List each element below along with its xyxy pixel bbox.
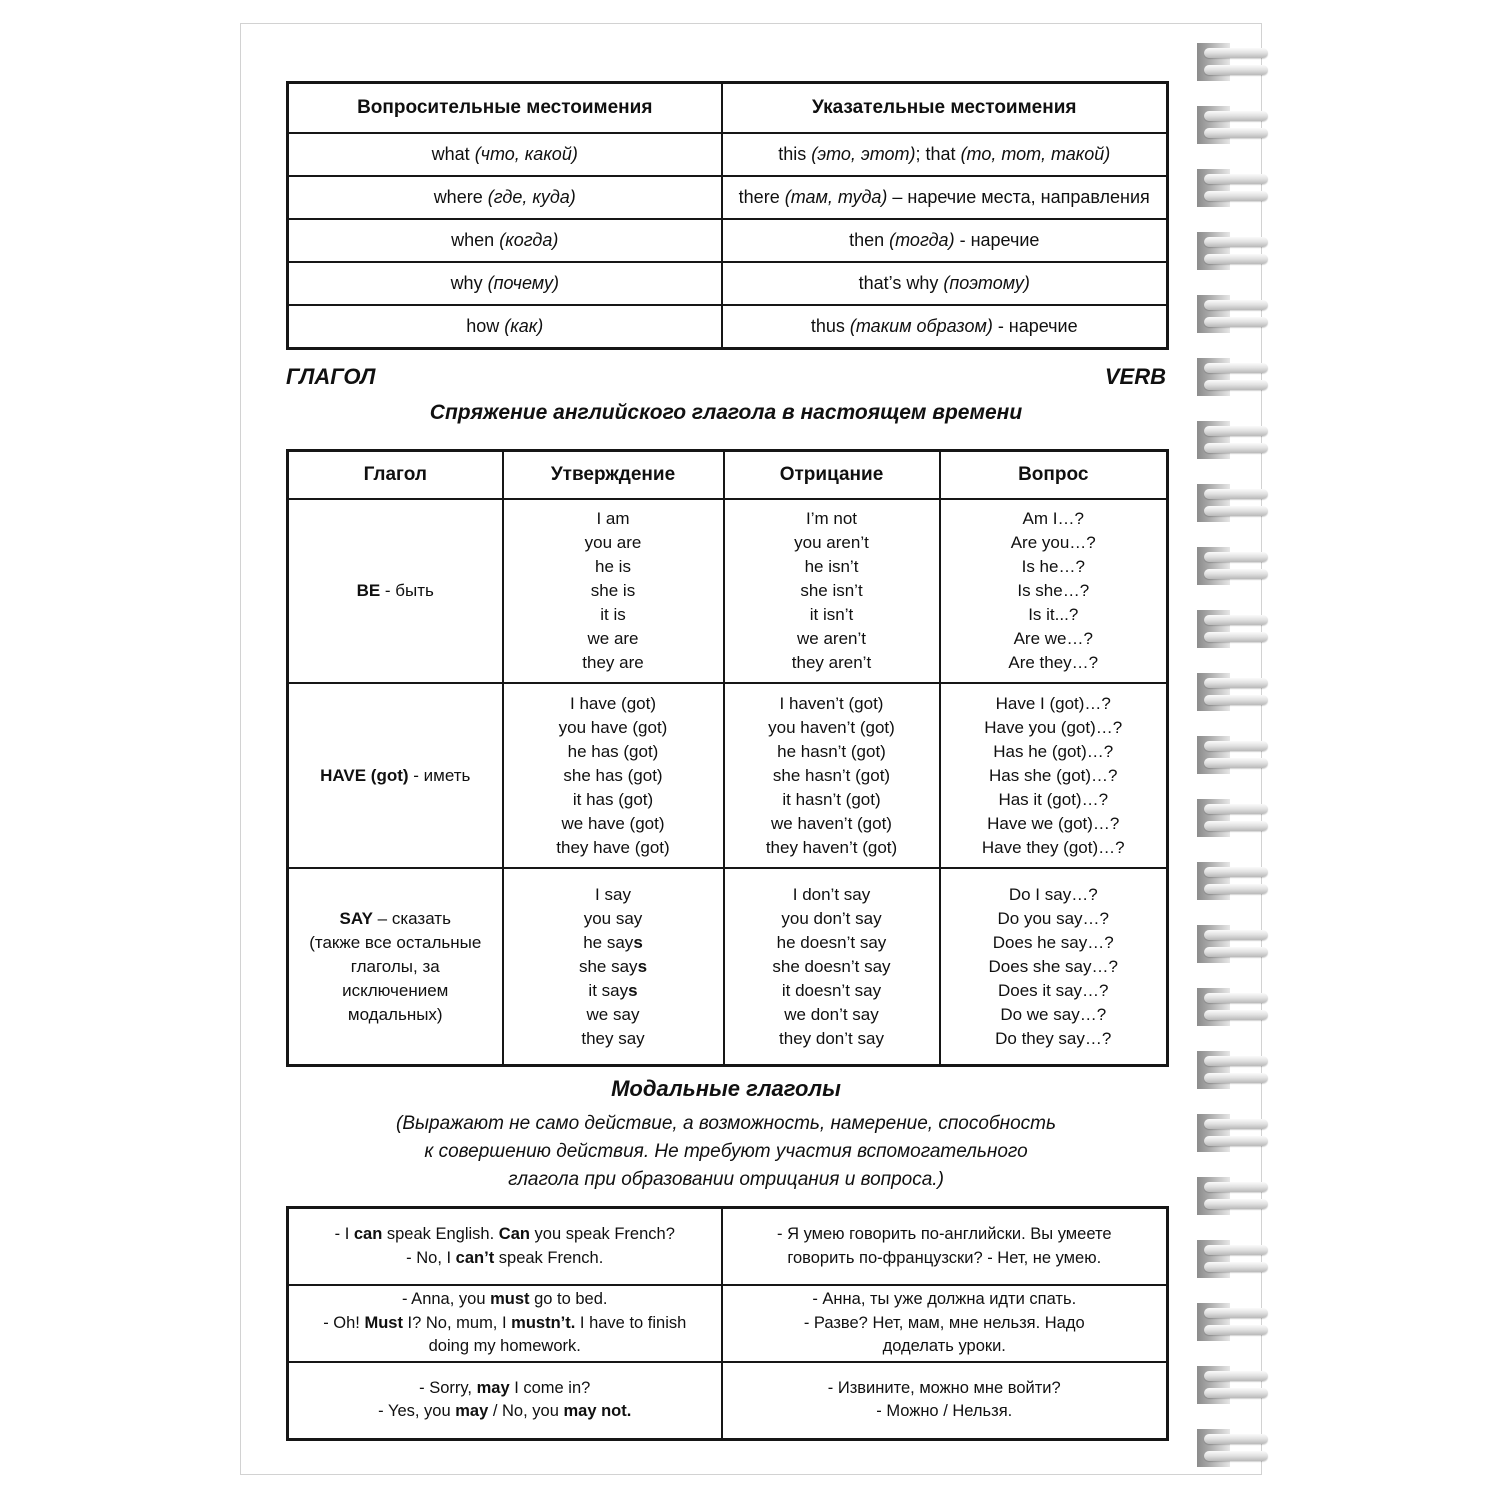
spiral-coil: [1197, 1366, 1269, 1404]
table-cell: I say you say he says she says it says we say they say: [503, 868, 724, 1066]
coil-wire: [1204, 489, 1268, 499]
spiral-binding: [1197, 0, 1277, 1500]
table-cell: then (тогда) - наречие: [722, 219, 1168, 262]
spiral-coil: [1197, 736, 1269, 774]
column-header-affirmative: Утверждение: [503, 451, 724, 500]
coil-wire: [1204, 65, 1268, 75]
column-header-interrogative: Вопросительные местоимения: [288, 83, 722, 134]
coil-wire: [1204, 615, 1268, 625]
notebook-page: [240, 23, 1262, 1475]
section-heading-en: VERB: [1104, 364, 1166, 389]
coil-wire: [1204, 48, 1268, 58]
column-header-negative: Отрицание: [724, 451, 940, 500]
table-row: [288, 262, 1168, 305]
modal-verbs-note: (Выражают не само действие, а возможность, намерение, способность к совершению действия. Не требуют участия вспомогательного глагола при образовании отрицания и вопроса.): [396, 1113, 1056, 1190]
coil-wire: [1204, 1245, 1268, 1255]
table-cell: BE - быть: [288, 499, 503, 683]
spiral-coil: [1197, 421, 1269, 459]
table-cell: Am I…? Are you…? Is he…? Is she…? Is it...? Are we…? Are they…?: [940, 499, 1168, 683]
spiral-coil: [1197, 358, 1269, 396]
table-cell: Do I say…? Do you say…? Does he say…? Does she say…? Does it say…? Do we say…? Do they say…?: [940, 868, 1168, 1066]
table-header-row: [288, 451, 1168, 500]
table-row-may: [288, 1362, 1168, 1440]
table-cell: I’m not you aren’t he isn’t she isn’t it isn’t we aren’t they aren’t: [724, 499, 940, 683]
coil-wire: [1204, 930, 1268, 940]
spiral-coil: [1197, 1177, 1269, 1215]
table-cell: this (это, этот); that (то, тот, такой): [722, 133, 1168, 176]
coil-wire: [1204, 237, 1268, 247]
table-cell: that’s why (поэтому): [722, 262, 1168, 305]
coil-wire: [1204, 128, 1268, 138]
table-row: [288, 305, 1168, 349]
table-cell: HAVE (got) - иметь: [288, 683, 503, 868]
table-cell-russian: - Анна, ты уже должна идти спать. - Разве? Нет, мам, мне нельзя. Надо доделать уроки.: [722, 1285, 1168, 1362]
coil-wire: [1204, 1451, 1268, 1461]
pronouns-table: [286, 81, 1169, 350]
coil-wire: [1204, 443, 1268, 453]
spiral-coil: [1197, 799, 1269, 837]
modal-verbs-title: Модальные глаголы: [611, 1076, 841, 1101]
spiral-coil: [1197, 484, 1269, 522]
coil-wire: [1204, 1325, 1268, 1335]
spiral-coil: [1197, 1429, 1269, 1467]
table-cell: I don’t say you don’t say he doesn’t say she doesn’t say it doesn’t say we don’t say they don’t say: [724, 868, 940, 1066]
coil-wire: [1204, 552, 1268, 562]
coil-wire: [1204, 191, 1268, 201]
table-row-can: [288, 1208, 1168, 1286]
coil-wire: [1204, 947, 1268, 957]
coil-wire: [1204, 254, 1268, 264]
coil-wire: [1204, 1073, 1268, 1083]
table-cell: when (когда): [288, 219, 722, 262]
table-cell-russian: - Извините, можно мне войти? - Можно / Нельзя.: [722, 1362, 1168, 1440]
coil-wire: [1204, 1119, 1268, 1129]
coil-wire: [1204, 174, 1268, 184]
table-cell: Have I (got)…? Have you (got)…? Has he (got)…? Has she (got)…? Has it (got)…? Have we (got)…? Have they (got)…?: [940, 683, 1168, 868]
table-row-have: [288, 683, 1168, 868]
table-cell: how (как): [288, 305, 722, 349]
coil-wire: [1204, 741, 1268, 751]
table-cell-english: - Anna, you must go to bed. - Oh! Must I? No, mum, I mustn’t. I have to finish doing my homework.: [288, 1285, 722, 1362]
coil-wire: [1204, 1136, 1268, 1146]
table-cell: there (там, туда) – наречие места, направления: [722, 176, 1168, 219]
coil-wire: [1204, 380, 1268, 390]
table-cell-russian: - Я умею говорить по-английски. Вы умеете говорить по-французски? - Нет, не умею.: [722, 1208, 1168, 1286]
table-cell: where (где, куда): [288, 176, 722, 219]
coil-wire: [1204, 506, 1268, 516]
coil-wire: [1204, 569, 1268, 579]
coil-wire: [1204, 1434, 1268, 1444]
coil-wire: [1204, 884, 1268, 894]
table-cell: I haven’t (got) you haven’t (got) he hasn’t (got) she hasn’t (got) it hasn’t (got) we haven’t (got) they haven’t (got): [724, 683, 940, 868]
table-cell-english: - Sorry, may I come in? - Yes, you may / No, you may not.: [288, 1362, 722, 1440]
coil-wire: [1204, 804, 1268, 814]
coil-wire: [1204, 1182, 1268, 1192]
coil-wire: [1204, 111, 1268, 121]
spiral-coil: [1197, 1303, 1269, 1341]
coil-wire: [1204, 300, 1268, 310]
table-header-row: [288, 83, 1168, 134]
coil-wire: [1204, 363, 1268, 373]
coil-wire: [1204, 1371, 1268, 1381]
coil-wire: [1204, 1010, 1268, 1020]
table-row: [288, 133, 1168, 176]
coil-wire: [1204, 695, 1268, 705]
verb-conjugation-table: [286, 449, 1169, 1067]
table-row: [288, 176, 1168, 219]
table-cell: thus (таким образом) - наречие: [722, 305, 1168, 349]
spiral-coil: [1197, 988, 1269, 1026]
coil-wire: [1204, 867, 1268, 877]
column-header-question: Вопрос: [940, 451, 1168, 500]
coil-wire: [1204, 821, 1268, 831]
spiral-coil: [1197, 295, 1269, 333]
spiral-coil: [1197, 232, 1269, 270]
spiral-coil: [1197, 1240, 1269, 1278]
table-row-say: [288, 868, 1168, 1066]
table-cell-english: - I can speak English. Can you speak French? - No, I can’t speak French.: [288, 1208, 722, 1286]
table-cell: I have (got) you have (got) he has (got) she has (got) it has (got) we have (got) they have (got): [503, 683, 724, 868]
coil-wire: [1204, 426, 1268, 436]
table-cell: I am you are he is she is it is we are they are: [503, 499, 724, 683]
spiral-coil: [1197, 169, 1269, 207]
table-cell: SAY – сказать (также все остальные глаголы, за исключением модальных): [288, 868, 503, 1066]
table-subtitle: Спряжение английского глагола в настоящем времени: [429, 401, 1023, 424]
coil-wire: [1204, 1056, 1268, 1066]
section-heading-ru: ГЛАГОЛ: [286, 364, 376, 389]
column-header-verb: Глагол: [288, 451, 503, 500]
table-row-must: [288, 1285, 1168, 1362]
modal-examples-table: [286, 1206, 1169, 1441]
spiral-coil: [1197, 547, 1269, 585]
spiral-coil: [1197, 925, 1269, 963]
coil-wire: [1204, 758, 1268, 768]
coil-wire: [1204, 993, 1268, 1003]
coil-wire: [1204, 1199, 1268, 1209]
section-heading: [286, 364, 1166, 390]
table-cell: what (что, какой): [288, 133, 722, 176]
spiral-coil: [1197, 1114, 1269, 1152]
table-row: [288, 219, 1168, 262]
column-header-demonstrative: Указательные местоимения: [722, 83, 1168, 134]
coil-wire: [1204, 1308, 1268, 1318]
coil-wire: [1204, 1388, 1268, 1398]
coil-wire: [1204, 317, 1268, 327]
spiral-coil: [1197, 610, 1269, 648]
spiral-coil: [1197, 673, 1269, 711]
spiral-coil: [1197, 106, 1269, 144]
spiral-coil: [1197, 862, 1269, 900]
coil-wire: [1204, 1262, 1268, 1272]
table-row-be: [288, 499, 1168, 683]
coil-wire: [1204, 678, 1268, 688]
table-cell: why (почему): [288, 262, 722, 305]
coil-wire: [1204, 632, 1268, 642]
spiral-coil: [1197, 43, 1269, 81]
spiral-coil: [1197, 1051, 1269, 1089]
